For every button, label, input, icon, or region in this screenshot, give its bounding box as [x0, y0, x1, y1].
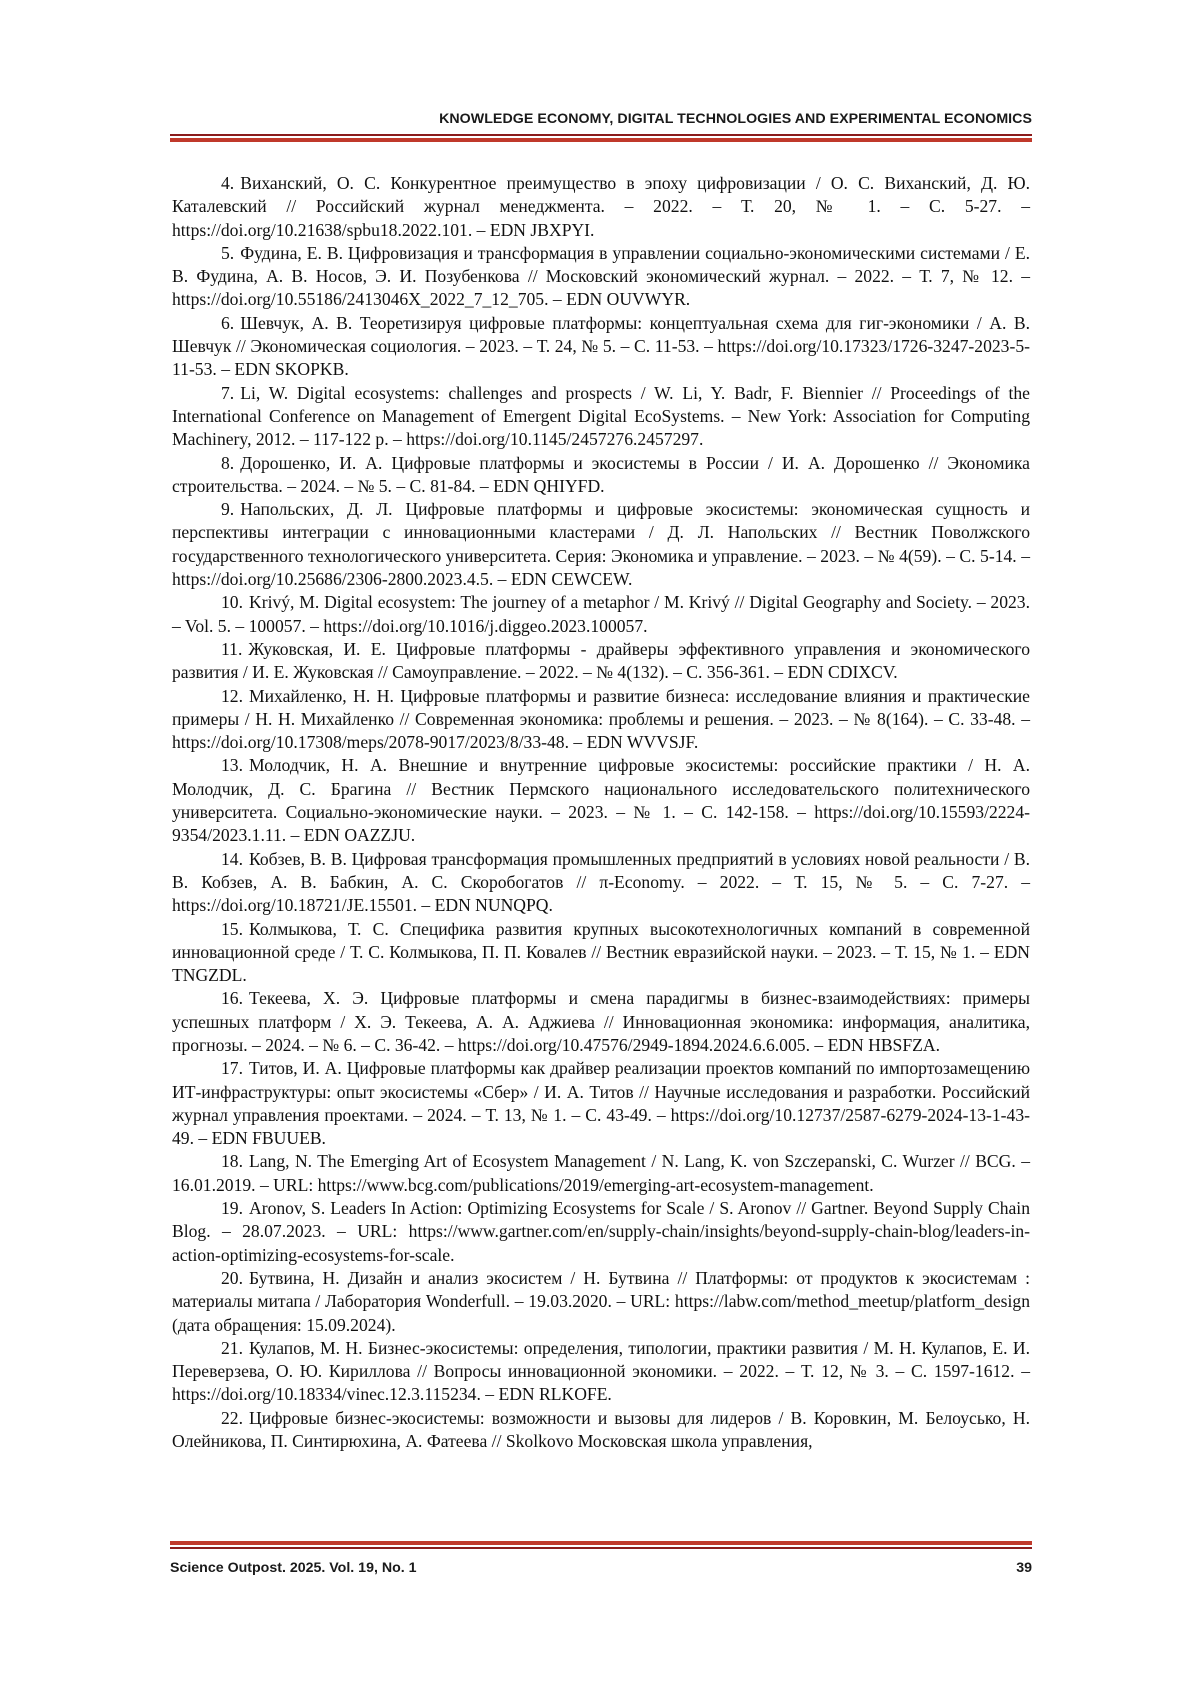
reference-item: [172, 1337, 1030, 1407]
reference-item: [172, 242, 1030, 312]
reference-text: Титов, И. А. Цифровые платформы как драйвер реализации проектов компаний по импортозамещению ИТ-инфраструктуры: опыт экосистемы «Сбер» / И. А. Титов // Научные исследования и разработки. Российский журнал управления проектами. – 2024. – Т. 13, № 1. – С. 43-49. – https://doi.org/10.12737/2587-6279-2024-13-1-43-49. – EDN FBUUEB.: [172, 1058, 1030, 1149]
reference-text: Молодчик, Н. А. Внешние и внутренние цифровые экосистемы: российские практики / Н. А. Молодчик, Д. С. Брагина // Вестник Пермского национального исследовательского политехнического университета. Социально-экономические науки. – 2023. – № 1. – С. 142-158. – https://doi.org/10.15593/2224-9354/2023.1.11. – EDN OAZZJU.: [172, 755, 1030, 846]
reference-number: 8.: [221, 452, 235, 473]
reference-number: 18.: [221, 1151, 243, 1172]
reference-item: [172, 848, 1030, 918]
reference-number: 4.: [221, 173, 235, 193]
reference-item: [172, 1407, 1030, 1454]
reference-text: Михайленко, Н. Н. Цифровые платформы и развитие бизнеса: исследование влияния и практические примеры / Н. Н. Михайленко // Современная экономика: проблемы и решения. – 2023. – № 8(164). – С. 33-48. – https://doi.org/10.17308/meps/2078-9017/2023/8/33-48. – EDN WVVSJF.: [172, 685, 1030, 753]
reference-number: 6.: [221, 312, 235, 333]
reference-item: [172, 382, 1030, 452]
reference-item: [172, 754, 1030, 847]
reference-text: Колмыкова, Т. С. Специфика развития крупных высокотехнологичных компаний в современной инновационной среде / Т. С. Колмыкова, П. П. Ковалев // Вестник евразийской науки. – 2023. – Т. 15, № 1. – EDN TNGZDL.: [172, 918, 1030, 986]
reference-text: Бутвина, Н. Дизайн и анализ экосистем / Н. Бутвина // Платформы: от продуктов к экосистемам : материалы митапа / Лаборатория Wonderfull. – 19.03.2020. – URL: https://labw.com/method_meetup/platform_design (дата обращения: 15.09.2024).: [172, 1267, 1030, 1335]
reference-number: 19.: [221, 1198, 243, 1219]
reference-item: [172, 918, 1030, 988]
reference-number: 21.: [221, 1337, 243, 1358]
reference-item: [172, 498, 1030, 591]
reference-text: Дорошенко, И. А. Цифровые платформы и экосистемы в России / И. А. Дорошенко // Экономика строительства. – 2024. – № 5. – С. 81-84. – EDN QHIYFD.: [172, 452, 1030, 496]
page-number: 39: [1016, 1560, 1032, 1576]
reference-number: 16.: [221, 988, 243, 1009]
reference-item: [172, 987, 1030, 1057]
journal-citation: Science Outpost. 2025. Vol. 19, No. 1: [170, 1560, 417, 1576]
reference-item: [172, 1267, 1030, 1337]
reference-item: [172, 172, 1030, 242]
reference-item: [172, 1197, 1030, 1267]
reference-number: 15.: [221, 918, 243, 939]
reference-number: 13.: [221, 755, 243, 776]
reference-number: 22.: [221, 1407, 243, 1428]
reference-text: Цифровые бизнес-экосистемы: возможности и вызовы для лидеров / В. Коровкин, М. Белоусько, Н. Олейникова, П. Синтирюхина, А. Фатеева // Skolkovo Московская школа управления,: [172, 1407, 1030, 1452]
reference-text: Жуковская, И. Е. Цифровые платформы - драйверы эффективного управления и экономического развития / И. Е. Жуковская // Самоуправление. – 2022. – № 4(132). – С. 356-361. – EDN CDIXCV.: [172, 638, 1030, 683]
reference-number: 14.: [221, 848, 243, 869]
reference-number: 20.: [221, 1267, 243, 1288]
header-rule: [170, 134, 1032, 142]
reference-text: Виханский, О. С. Конкурентное преимущество в эпоху цифровизации / О. С. Виханский, Д. Ю. Каталевский // Российский журнал менеджмента. – 2022. – Т. 20, № 1. – С. 5-27. – https://doi.org/10.21638/spbu18.2022.101. – EDN JBXPYI.: [172, 173, 1030, 240]
reference-item: [172, 1150, 1030, 1197]
reference-number: 17.: [221, 1058, 243, 1079]
reference-item: [172, 638, 1030, 685]
header-rule-thick: [170, 138, 1032, 142]
reference-text: Li, W. Digital ecosystems: challenges and prospects / W. Li, Y. Badr, F. Biennier // Proceedings of the International Conference on Management of Emergent Digital EcoSystems. – New York: Association for Computing Machinery, 2012. – 117-122 p. – https://doi.org/10.1145/2457276.2457297.: [172, 382, 1030, 450]
reference-text: Lang, N. The Emerging Art of Ecosystem Management / N. Lang, K. von Szczepanski, C. Wurzer // BCG. – 16.01.2019. – URL: https://www.bcg.com/publications/2019/emerging-art-ecosystem-management.: [172, 1151, 1030, 1195]
reference-item: [172, 591, 1030, 638]
reference-text: Текеева, Х. Э. Цифровые платформы и смена парадигмы в бизнес-взаимодействиях: примеры успешных платформ / Х. Э. Текеева, А. А. Аджиева // Инновационная экономика: информация, аналитика, прогнозы. – 2024. – № 6. – С. 36-42. – https://doi.org/10.47576/2949-1894.2024.6.6.005. – EDN HBSFZA.: [172, 988, 1030, 1055]
reference-number: 7.: [221, 382, 235, 403]
reference-number: 9.: [221, 499, 235, 520]
footer-rule-thin: [170, 1547, 1032, 1549]
reference-list: [172, 172, 1030, 1453]
reference-text: Aronov, S. Leaders In Action: Optimizing Ecosystems for Scale / S. Aronov // Gartner. Beyond Supply Chain Blog. – 28.07.2023. – URL: https://www.gartner.com/en/supply-chain/insights/beyond-supply-chain-blog/leaders-in-action-optimizing-ecosystems-for-scale.: [172, 1198, 1030, 1265]
reference-item: [172, 312, 1030, 382]
reference-text: Фудина, Е. В. Цифровизация и трансформация в управлении социально-экономическими системами / Е. В. Фудина, А. В. Носов, Э. И. Позубенкова // Московский экономический журнал. – 2022. – Т. 7, № 12. – https://doi.org/10.55186/2413046X_2022_7_12_705. – EDN OUVWYR.: [172, 242, 1030, 310]
reference-number: 10.: [221, 592, 243, 613]
reference-text: Кулапов, М. Н. Бизнес-экосистемы: определения, типологии, практики развития / М. Н. Кулапов, Е. И. Переверзева, О. Ю. Кириллова // Вопросы инновационной экономики. – 2022. – Т. 12, № 3. – С. 1597-1612. – https://doi.org/10.18334/vinec.12.3.115234. – EDN RLKOFE.: [172, 1337, 1030, 1405]
reference-text: Напольских, Д. Л. Цифровые платформы и цифровые экосистемы: экономическая сущность и перспективы интеграции с инновационными кластерами / Д. Л. Напольских // Вестник Поволжского государственного технологического университета. Серия: Экономика и управление. – 2023. – № 4(59). – С. 5-14. – https://doi.org/10.25686/2306-2800.2023.4.5. – EDN CEWCEW.: [172, 499, 1030, 590]
reference-text: Кобзев, В. В. Цифровая трансформация промышленных предприятий в условиях новой реальности / В. В. Кобзев, А. В. Бабкин, А. С. Скоробогатов // π-Economy. – 2022. – Т. 15, № 5. – С. 7-27. – https://doi.org/10.18721/JE.15501. – EDN NUNQPQ.: [172, 848, 1030, 916]
running-header: KNOWLEDGE ECONOMY, DIGITAL TECHNOLOGIES AND EXPERIMENTAL ECONOMICS: [439, 111, 1032, 127]
reference-item: [172, 685, 1030, 755]
reference-number: 11.: [221, 638, 243, 659]
reference-text: Krivý, M. Digital ecosystem: The journey of a metaphor / M. Krivý // Digital Geography and Society. – 2023. – Vol. 5. – 100057. – https://doi.org/10.1016/j.diggeo.2023.100057.: [172, 592, 1030, 636]
reference-item: [172, 452, 1030, 499]
reference-text: Шевчук, А. В. Теоретизируя цифровые платформы: концептуальная схема для гиг-экономики / А. В. Шевчук // Экономическая социология. – 2023. – Т. 24, № 5. – С. 11-53. – https://doi.org/10.17323/1726-3247-2023-5-11-53. – EDN SKOPKB.: [172, 312, 1030, 380]
reference-item: [172, 1057, 1030, 1150]
reference-number: 12.: [221, 685, 243, 706]
reference-number: 5.: [221, 242, 235, 263]
footer-rule: [170, 1541, 1032, 1549]
